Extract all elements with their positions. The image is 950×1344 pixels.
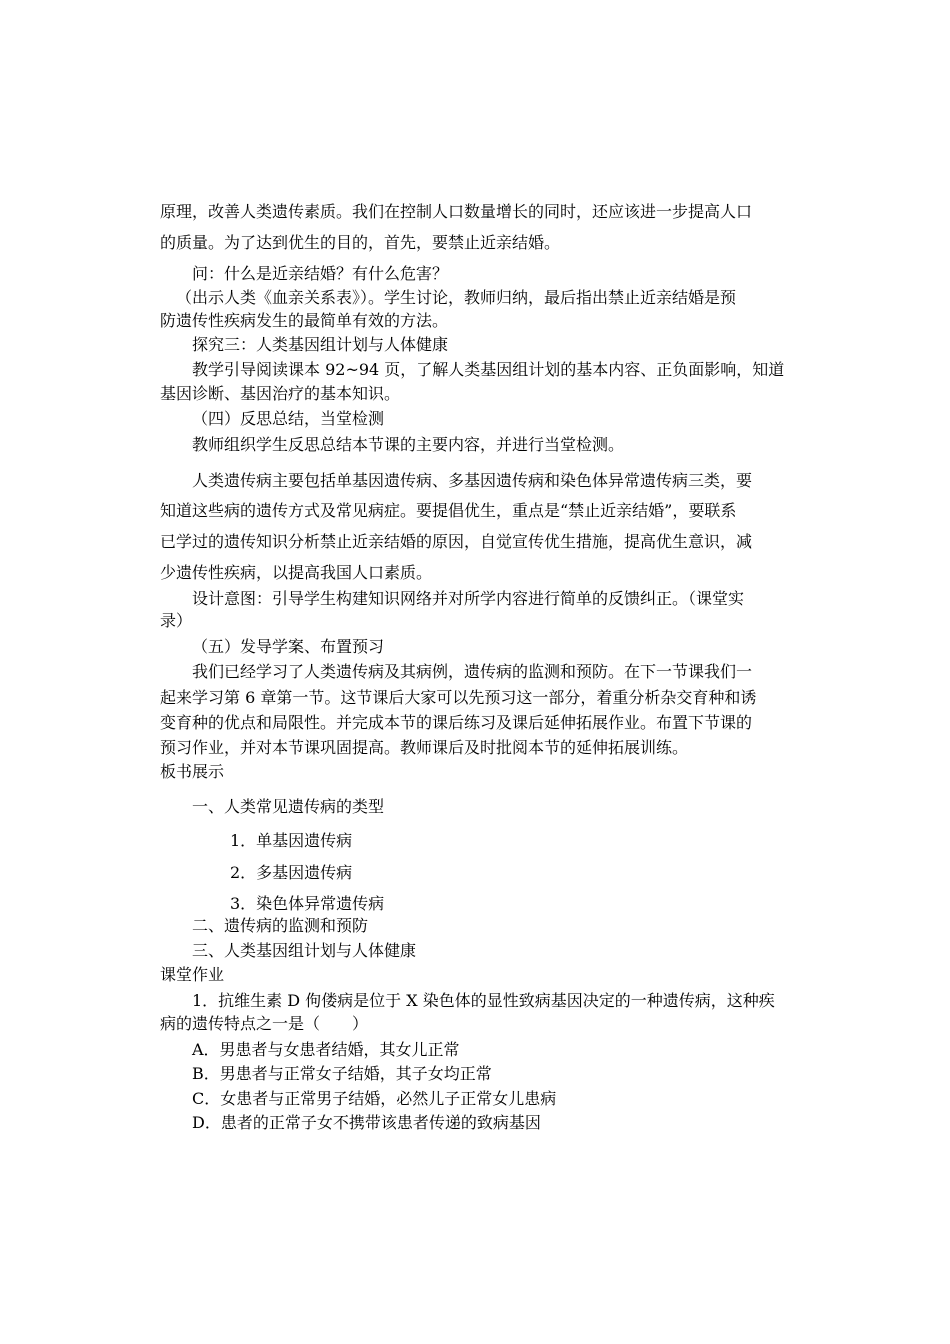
question-stem: 病的遗传特点之一是（ ） — [160, 1014, 369, 1033]
text-line: 教学引导阅读课本 92~94 页，了解人类基因组计划的基本内容、正负面影响，知道 — [192, 360, 785, 379]
text-line: 少遗传性疾病，以提高我国人口素质。 — [160, 563, 433, 582]
text-line: 问：什么是近亲结婚？有什么危害？ — [192, 264, 449, 283]
section-heading: （四）反思总结，当堂检测 — [192, 409, 385, 428]
text-line: 基因诊断、基因治疗的基本知识。 — [160, 384, 401, 403]
answer-option: D．患者的正常子女不携带该患者传递的致病基因 — [192, 1113, 541, 1132]
outline-item: 二、遗传病的监测和预防 — [192, 916, 369, 935]
text-line: 变育种的优点和局限性。并完成本节的课后练习及课后延伸拓展作业。布置下节课的 — [160, 713, 753, 732]
text-line: 人类遗传病主要包括单基因遗传病、多基因遗传病和染色体异常遗传病三类，要 — [192, 471, 753, 490]
text-line: 我们已经学习了人类遗传病及其病例，遗传病的监测和预防。在下一节课我们一 — [192, 662, 753, 681]
outline-item: 一、人类常见遗传病的类型 — [192, 797, 385, 816]
text-line: 知道这些病的遗传方式及常见病症。要提倡优生，重点是“禁止近亲结婚”，要联系 — [160, 501, 737, 520]
outline-item: 三、人类基因组计划与人体健康 — [192, 941, 417, 960]
answer-option: B．男患者与正常女子结婚，其子女均正常 — [192, 1064, 492, 1083]
section-heading: （五）发导学案、布置预习 — [192, 637, 385, 656]
section-heading: 板书展示 — [160, 762, 225, 781]
text-line: 教师组织学生反思总结本节课的主要内容，并进行当堂检测。 — [192, 435, 625, 454]
text-line: 预习作业，并对本节课巩固提高。教师课后及时批阅本节的延伸拓展训练。 — [160, 738, 689, 757]
text-line: 已学过的遗传知识分析禁止近亲结婚的原因，自觉宣传优生措施，提高优生意识，减 — [160, 532, 753, 551]
text-line: 录） — [160, 611, 193, 630]
text-line: 起来学习第 6 章第一节。这节课后大家可以先预习这一部分，着重分析杂交育种和诱 — [160, 688, 757, 707]
text-line: 的质量。为了达到优生的目的，首先，要禁止近亲结婚。 — [160, 233, 561, 252]
section-heading: 课堂作业 — [160, 965, 225, 984]
text-line: 设计意图：引导学生构建知识网络并对所学内容进行简单的反馈纠正。（课堂实 — [192, 589, 745, 608]
text-line: （出示人类《血亲关系表》）。学生讨论，教师归纳，最后指出禁止近亲结婚是预 — [176, 288, 737, 307]
text-line: 防遗传性疾病发生的最简单有效的方法。 — [160, 311, 449, 330]
text-line: 原理，改善人类遗传素质。我们在控制人口数量增长的同时，还应该进一步提高人口 — [160, 202, 753, 221]
answer-option: A．男患者与女患者结婚，其女儿正常 — [192, 1040, 460, 1059]
outline-subitem: 3．染色体异常遗传病 — [230, 894, 385, 913]
section-heading: 探究三：人类基因组计划与人体健康 — [192, 335, 449, 354]
outline-subitem: 2．多基因遗传病 — [230, 863, 353, 882]
outline-subitem: 1．单基因遗传病 — [230, 831, 353, 850]
question-stem: 1．抗维生素 D 佝偻病是位于 X 染色体的显性致病基因决定的一种遗传病，这种疾 — [192, 991, 775, 1010]
answer-option: C．女患者与正常男子结婚，必然儿子正常女儿患病 — [192, 1089, 557, 1108]
